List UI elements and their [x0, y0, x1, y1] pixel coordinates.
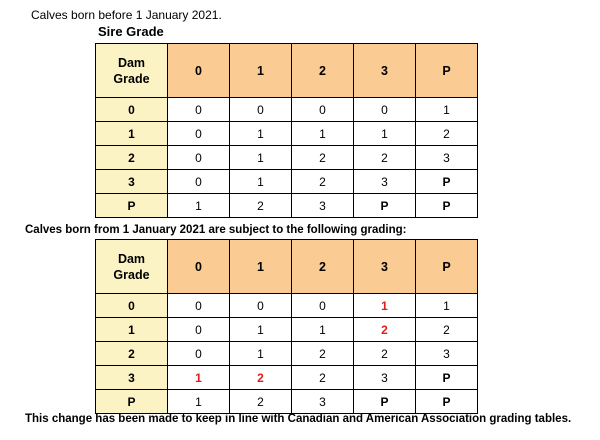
grade-cell: 1: [230, 318, 292, 342]
grade-cell: 0: [230, 98, 292, 122]
grading-table-before-2021: [95, 43, 478, 218]
grade-cell: 3: [354, 170, 416, 194]
grade-cell: 3: [354, 366, 416, 390]
sire-grade-header: 2: [292, 240, 354, 294]
dam-header-line1: Dam: [117, 251, 146, 266]
grade-cell: P: [354, 194, 416, 218]
grade-cell: 2: [416, 318, 478, 342]
dam-grade-cell: P: [96, 390, 168, 414]
grade-cell: 2: [416, 122, 478, 146]
table-row: [96, 318, 478, 342]
grade-cell: 0: [168, 342, 230, 366]
grade-cell: 1: [230, 170, 292, 194]
grade-cell: 1: [230, 342, 292, 366]
table-row: [96, 366, 478, 390]
sire-grade-header: 2: [292, 44, 354, 98]
dam-grade-cell: 2: [96, 146, 168, 170]
sire-grade-header: 0: [168, 240, 230, 294]
grade-cell: 2: [292, 342, 354, 366]
table-header-row: [96, 44, 478, 98]
grade-cell: 2: [354, 146, 416, 170]
grade-cell: P: [416, 366, 478, 390]
dam-grade-cell: 3: [96, 170, 168, 194]
table-row: [96, 98, 478, 122]
table-row: [96, 170, 478, 194]
grade-cell: 1: [230, 122, 292, 146]
grade-cell: P: [416, 390, 478, 414]
changed-grade-cell: 2: [354, 318, 416, 342]
grade-cell: 2: [292, 366, 354, 390]
grade-cell: 0: [168, 146, 230, 170]
grade-cell: 0: [168, 294, 230, 318]
changed-grade-cell: 1: [354, 294, 416, 318]
table-row: [96, 194, 478, 218]
grading-table-from-2021: [95, 239, 478, 414]
table-row: [96, 146, 478, 170]
grade-cell: P: [354, 390, 416, 414]
footer-note: This change has been made to keep in line with Canadian and American Association grading tables.: [25, 413, 572, 425]
dam-grade-cell: 2: [96, 342, 168, 366]
grade-cell: 3: [292, 194, 354, 218]
grade-cell: P: [416, 170, 478, 194]
grade-cell: 1: [230, 146, 292, 170]
sire-grade-title: Sire Grade: [98, 24, 164, 39]
grade-cell: 1: [416, 98, 478, 122]
grade-cell: 1: [168, 390, 230, 414]
grade-cell: 2: [292, 170, 354, 194]
sire-grade-header: 0: [168, 44, 230, 98]
table-header-row: [96, 240, 478, 294]
grade-cell: 2: [292, 146, 354, 170]
dam-header-line1: Dam: [117, 55, 146, 70]
grade-cell: 1: [292, 318, 354, 342]
sire-grade-header: 1: [230, 240, 292, 294]
sire-grade-header: 1: [230, 44, 292, 98]
grade-cell: 0: [292, 98, 354, 122]
grade-cell: 0: [354, 98, 416, 122]
table-row: [96, 390, 478, 414]
dam-grade-cell: 1: [96, 122, 168, 146]
grade-cell: 3: [292, 390, 354, 414]
sire-grade-header: 3: [354, 240, 416, 294]
dam-grade-cell: 0: [96, 294, 168, 318]
grade-cell: 3: [416, 146, 478, 170]
changed-grade-cell: 1: [168, 366, 230, 390]
note-before-2021: Calves born before 1 January 2021.: [31, 8, 222, 22]
grade-cell: 0: [168, 318, 230, 342]
grade-cell: 2: [354, 342, 416, 366]
grade-cell: 1: [292, 122, 354, 146]
grade-cell: 0: [168, 98, 230, 122]
dam-grade-header: [96, 240, 168, 294]
sire-grade-header: P: [416, 44, 478, 98]
table-row: [96, 294, 478, 318]
grade-cell: 2: [230, 390, 292, 414]
grade-cell: 1: [168, 194, 230, 218]
dam-grade-cell: 0: [96, 98, 168, 122]
grade-cell: 1: [354, 122, 416, 146]
dam-header-line2: Grade: [113, 71, 150, 86]
dam-grade-cell: 3: [96, 366, 168, 390]
grade-cell: 0: [292, 294, 354, 318]
table-row: [96, 122, 478, 146]
grade-cell: 1: [416, 294, 478, 318]
dam-header-line2: Grade: [113, 267, 150, 282]
dam-grade-cell: 1: [96, 318, 168, 342]
grade-cell: 0: [168, 122, 230, 146]
sire-grade-header: 3: [354, 44, 416, 98]
dam-grade-header: [96, 44, 168, 98]
table-row: [96, 342, 478, 366]
note-from-2021: Calves born from 1 January 2021 are subject to the following grading:: [25, 224, 407, 236]
grade-cell: 0: [230, 294, 292, 318]
grade-cell: P: [416, 194, 478, 218]
grade-cell: 0: [168, 170, 230, 194]
grade-cell: 2: [230, 194, 292, 218]
sire-grade-header: P: [416, 240, 478, 294]
dam-grade-cell: P: [96, 194, 168, 218]
changed-grade-cell: 2: [230, 366, 292, 390]
grade-cell: 3: [416, 342, 478, 366]
